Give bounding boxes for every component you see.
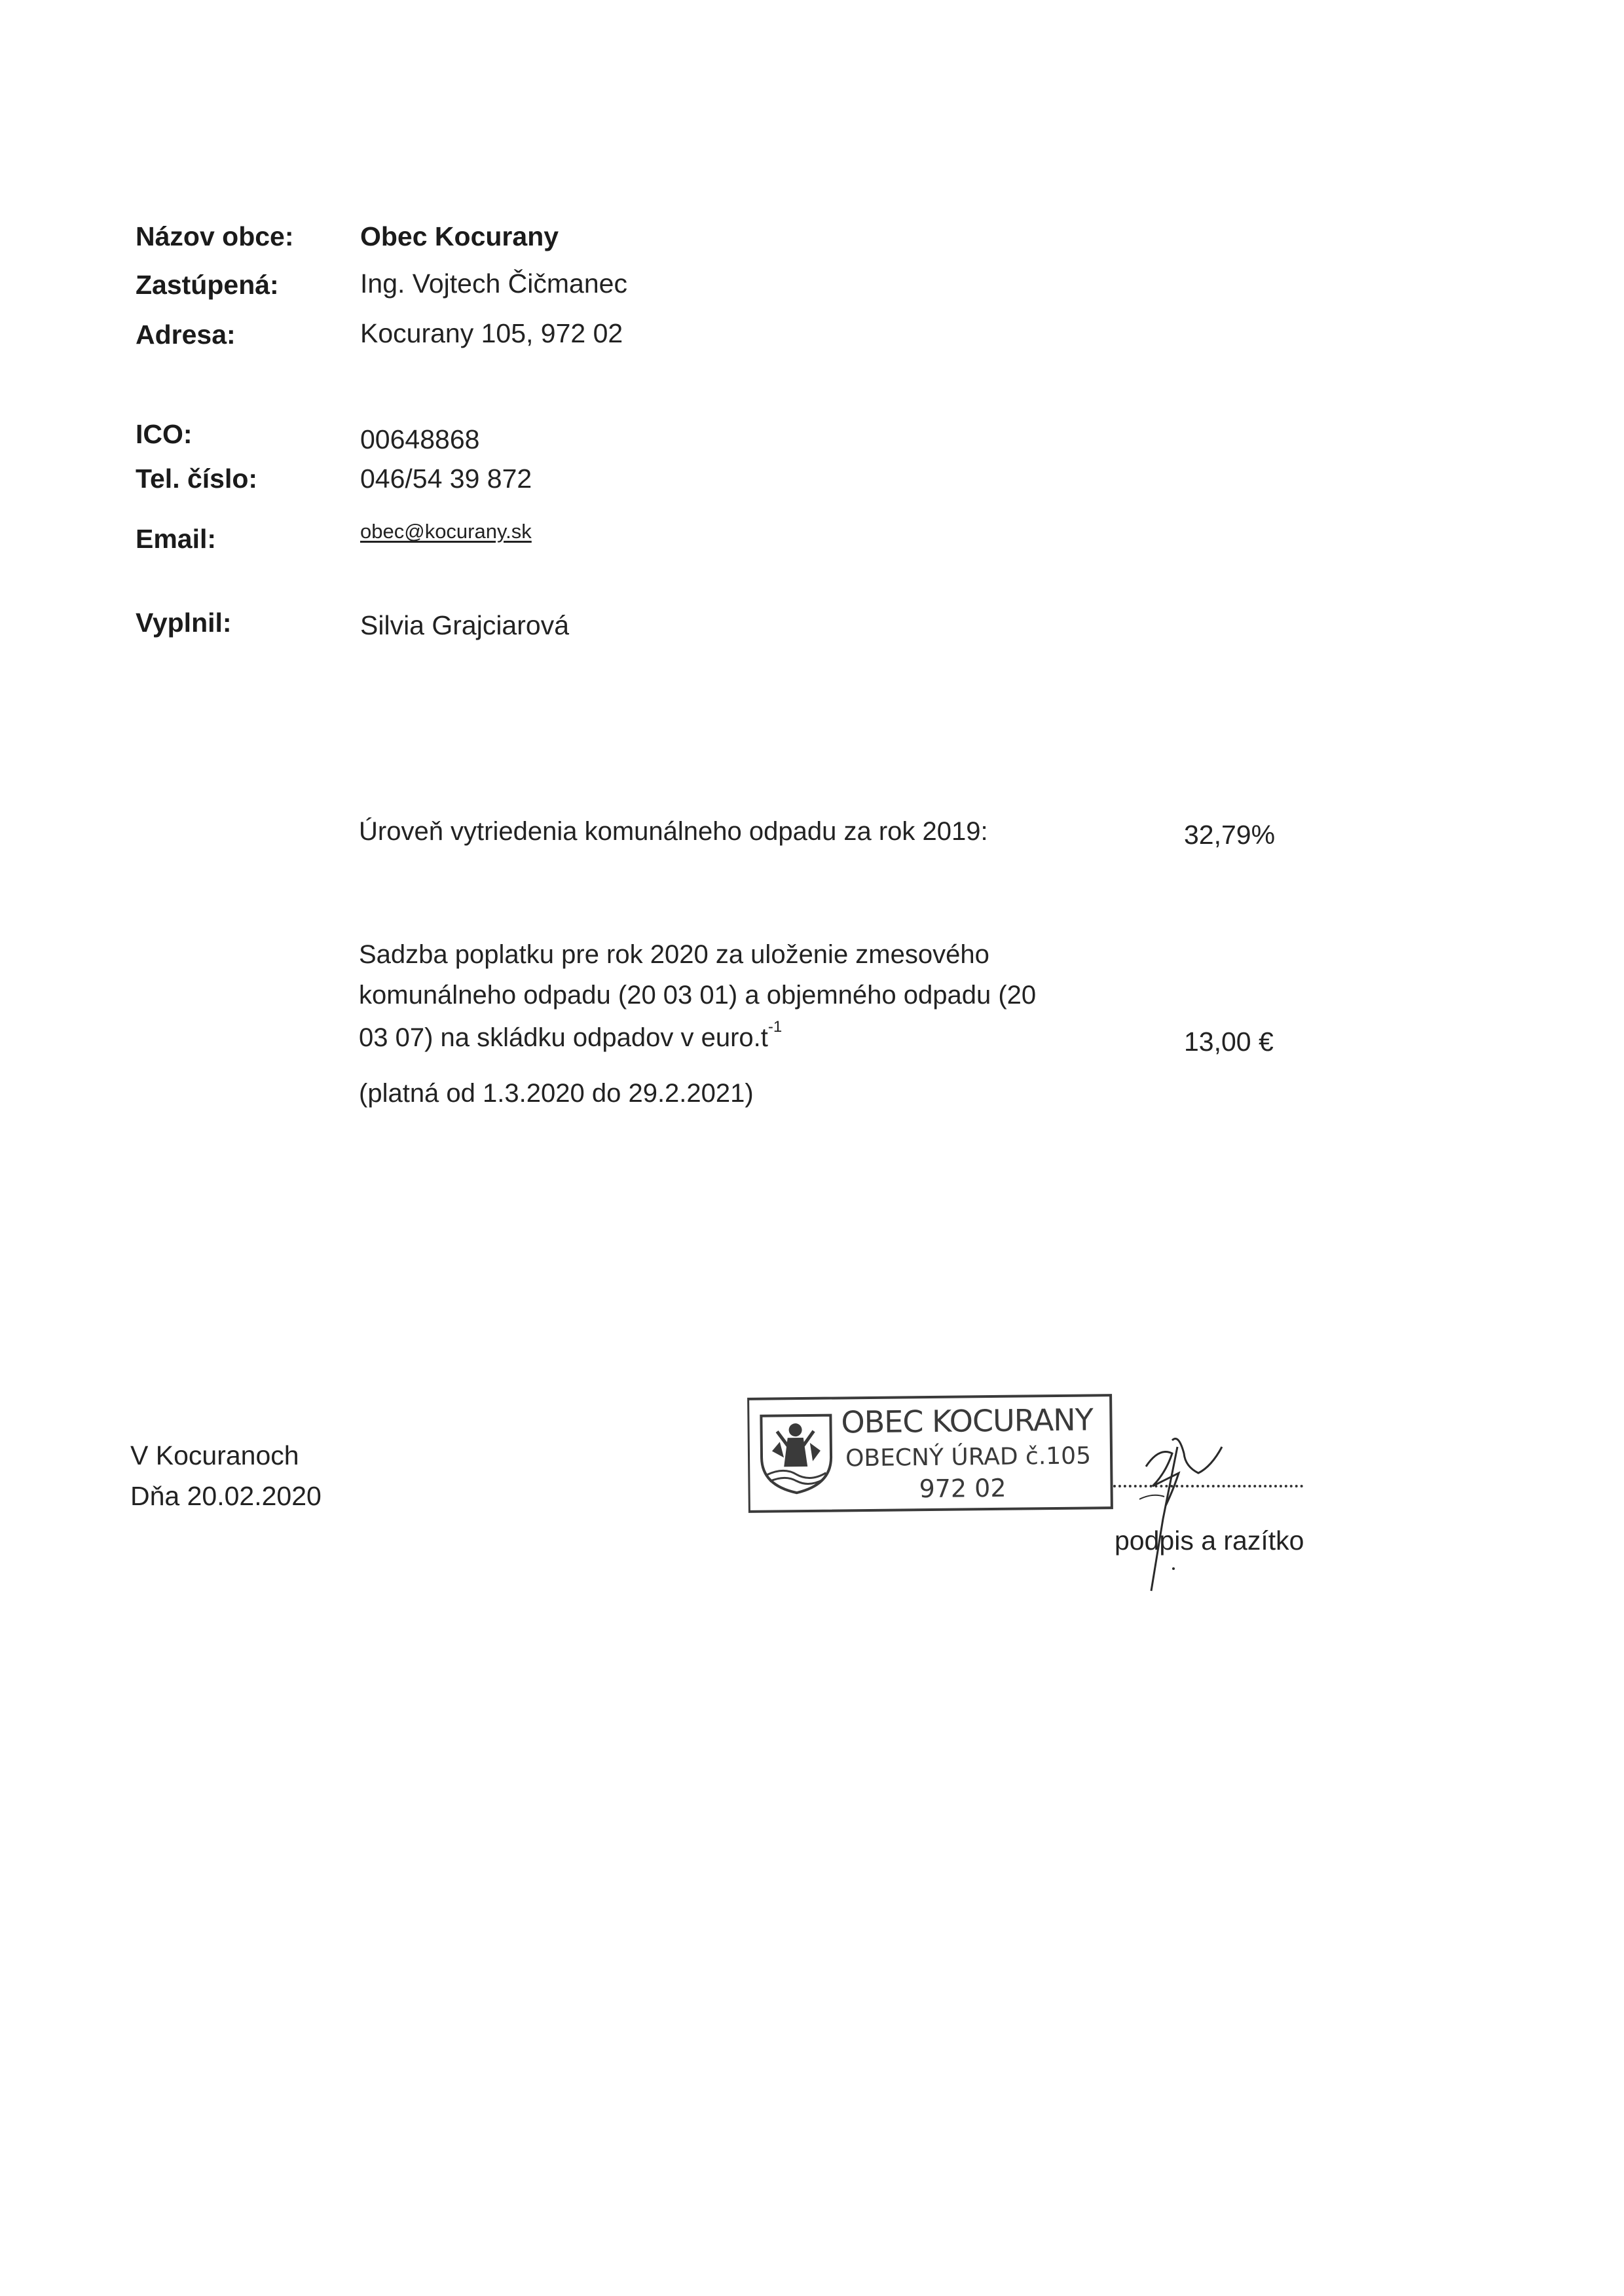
represented-by-value: Ing. Vojtech Čičmanec [360,268,627,299]
address-value: Kocurany 105, 972 02 [360,318,623,348]
sorting-level-text: Úroveň vytriedenia komunálneho odpadu za rok 2019: [359,817,988,846]
email-label: Email: [136,524,217,554]
municipality-name-value: Obec Kocurany [360,221,559,251]
stamp-line-3: 972 02 [919,1473,1006,1504]
fee-value: 13,00 € [1184,1027,1274,1057]
fee-text-line-3 [359,1018,783,1052]
fee-text-line-3-main: 03 07) na skládku odpadov v euro.t [359,1023,768,1052]
handwritten-signature [1100,1427,1251,1597]
fee-text-line-2: komunálneho odpadu (20 03 01) a objemného odpadu (20 [359,981,1037,1010]
fee-unit-exponent: -1 [767,1018,783,1036]
ico-label: ICO: [136,419,193,449]
represented-by-label: Zastúpená: [136,270,279,300]
signature-caption: podpis a razítko [1115,1525,1304,1556]
stamp-line-1: OBEC KOCURANY [841,1402,1094,1440]
stamp-line-2: OBECNÝ ÚRAD č.105 [845,1442,1092,1472]
fee-validity: (platná od 1.3.2020 do 29.2.2021) [359,1079,754,1108]
filled-by-value: Silvia Grajciarová [360,610,569,640]
email-link[interactable]: obec@kocurany.sk [360,520,532,543]
phone-value: 046/54 39 872 [360,464,532,494]
filled-by-label: Vyplnil: [136,608,232,638]
place-text: V Kocuranoch [130,1440,299,1470]
address-label: Adresa: [136,319,236,350]
municipality-name-label: Názov obce: [136,221,294,251]
sorting-level-value: 32,79% [1184,820,1276,850]
date-text: Dňa 20.02.2020 [130,1481,322,1511]
official-stamp [747,1394,1113,1513]
phone-label: Tel. číslo: [136,464,258,494]
coat-of-arms-icon [757,1412,835,1496]
fee-text-line-1: Sadzba poplatku pre rok 2020 za uloženie zmesového [359,940,989,969]
ico-value: 00648868 [360,424,480,454]
